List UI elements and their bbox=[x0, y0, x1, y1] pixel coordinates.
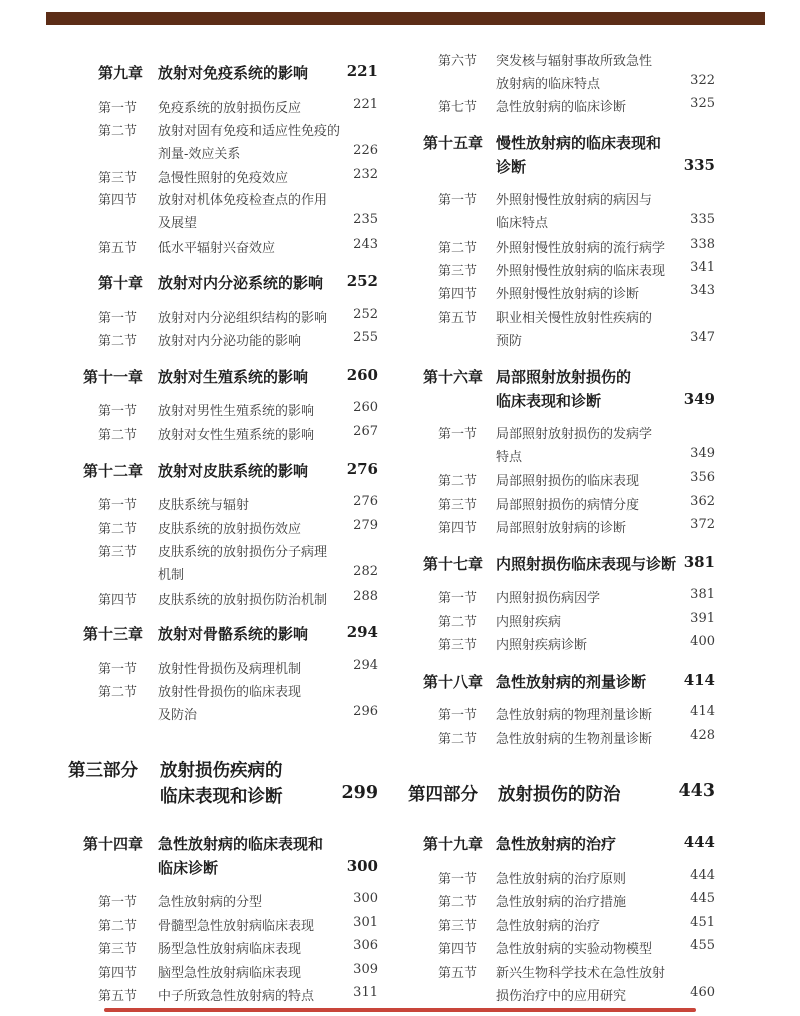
toc-section-label: 第三节 bbox=[98, 545, 138, 560]
toc-title-line: 急性放射病的临床表现和 bbox=[158, 835, 324, 853]
toc-page-number: 296 bbox=[353, 704, 378, 719]
toc-page-number: 372 bbox=[690, 517, 715, 532]
toc-page-number: 276 bbox=[346, 460, 378, 478]
toc-page-number: 325 bbox=[690, 96, 715, 111]
toc-page-number: 267 bbox=[353, 424, 378, 439]
toc-section-label: 第一节 bbox=[438, 872, 478, 887]
toc-page-number: 381 bbox=[683, 553, 715, 571]
toc-title-line: 机制 bbox=[158, 568, 185, 583]
toc-title-line: 放射对固有免疫和适应性免疫的 bbox=[158, 124, 341, 139]
toc-section-label: 第二节 bbox=[98, 428, 138, 443]
toc-title-line: 局部照射损伤的临床表现 bbox=[496, 474, 640, 489]
toc-title-line: 局部照射损伤的病情分度 bbox=[496, 498, 640, 513]
toc-page-number: 255 bbox=[353, 330, 378, 345]
toc-page-number: 341 bbox=[690, 260, 715, 275]
toc-title-line: 放射对生殖系统的影响 bbox=[158, 368, 309, 386]
toc-title-line: 放射病的临床特点 bbox=[496, 77, 601, 92]
toc-title-line: 局部照射放射病的诊断 bbox=[496, 521, 627, 536]
toc-section-label: 第二节 bbox=[438, 895, 478, 910]
toc-section-label: 第一节 bbox=[98, 895, 138, 910]
toc-page-number: 445 bbox=[690, 891, 715, 906]
toc-title-line: 及防治 bbox=[158, 708, 198, 723]
toc-page-number: 391 bbox=[690, 611, 715, 626]
toc-right-column bbox=[400, 0, 760, 1016]
toc-page-number: 221 bbox=[353, 97, 378, 112]
toc-page-number: 279 bbox=[353, 518, 378, 533]
toc-page-number: 428 bbox=[690, 728, 715, 743]
toc-title-line: 放射对皮肤系统的影响 bbox=[158, 462, 309, 480]
toc-section-label: 第三节 bbox=[438, 919, 478, 934]
toc-section-label: 第六节 bbox=[438, 54, 478, 69]
toc-title-line: 内照射疾病 bbox=[496, 615, 562, 630]
toc-section-label: 第二节 bbox=[438, 615, 478, 630]
toc-title-line: 特点 bbox=[496, 450, 523, 465]
toc-title-line: 内照射损伤临床表现与诊断 bbox=[496, 555, 677, 573]
toc-section-label: 第一节 bbox=[98, 311, 138, 326]
toc-section-label: 第五节 bbox=[438, 311, 478, 326]
toc-title-line: 免疫系统的放射损伤反应 bbox=[158, 101, 302, 116]
toc-section-label: 第二节 bbox=[98, 124, 138, 139]
toc-page-number: 243 bbox=[353, 237, 378, 252]
toc-page-number: 414 bbox=[690, 704, 715, 719]
toc-title-line: 低水平辐射兴奋效应 bbox=[158, 241, 276, 256]
toc-chapter-label: 第十八章 bbox=[423, 673, 484, 691]
toc-title-line: 职业相关慢性放射性疾病的 bbox=[496, 311, 653, 326]
toc-page-number: 343 bbox=[690, 283, 715, 298]
toc-section-label: 第二节 bbox=[98, 334, 138, 349]
toc-chapter-label: 第十七章 bbox=[423, 555, 484, 573]
toc-title-line: 新兴生物科学技术在急性放射 bbox=[496, 966, 666, 981]
toc-title-line: 急性放射病的临床诊断 bbox=[496, 100, 627, 115]
toc-title-line: 预防 bbox=[496, 334, 523, 349]
toc-page-number: 306 bbox=[353, 938, 378, 953]
toc-title-line: 皮肤系统的放射损伤分子病理 bbox=[158, 545, 328, 560]
toc-title-line: 剂量-效应关系 bbox=[158, 147, 241, 162]
toc-chapter-label: 第十四章 bbox=[83, 835, 144, 853]
toc-title-line: 骨髓型急性放射病临床表现 bbox=[158, 919, 315, 934]
toc-title-line: 放射对女性生殖系统的影响 bbox=[158, 428, 315, 443]
toc-section-label: 第二节 bbox=[98, 919, 138, 934]
toc-title-line: 放射对免疫系统的影响 bbox=[158, 64, 309, 82]
toc-page-number: 260 bbox=[346, 366, 378, 384]
toc-title-line: 放射损伤疾病的 bbox=[160, 761, 283, 781]
toc-section-label: 第一节 bbox=[98, 662, 138, 677]
toc-page-number: 311 bbox=[353, 985, 378, 1000]
toc-section-label: 第一节 bbox=[98, 498, 138, 513]
toc-section-label: 第一节 bbox=[438, 591, 478, 606]
toc-title-line: 临床表现和诊断 bbox=[160, 787, 283, 807]
toc-title-line: 急性放射病的剂量诊断 bbox=[496, 673, 647, 691]
toc-section-label: 第二节 bbox=[438, 474, 478, 489]
toc-section-label: 第三节 bbox=[98, 171, 138, 186]
toc-page-number: 252 bbox=[346, 272, 378, 290]
toc-section-label: 第五节 bbox=[98, 989, 138, 1004]
toc-page-number: 276 bbox=[353, 494, 378, 509]
toc-title-line: 外照射慢性放射病的临床表现 bbox=[496, 264, 666, 279]
toc-title-line: 及展望 bbox=[158, 216, 198, 231]
toc-section-label: 第七节 bbox=[438, 100, 478, 115]
toc-title-line: 放射对内分泌功能的影响 bbox=[158, 334, 302, 349]
toc-page-number: 221 bbox=[346, 62, 378, 80]
toc-title-line: 放射性骨损伤的临床表现 bbox=[158, 685, 302, 700]
toc-section-label: 第四节 bbox=[98, 593, 138, 608]
toc-section-label: 第五节 bbox=[98, 241, 138, 256]
toc-page-number: 347 bbox=[690, 330, 715, 345]
toc-title-line: 急慢性照射的免疫效应 bbox=[158, 171, 289, 186]
toc-title-line: 急性放射病的治疗 bbox=[496, 919, 601, 934]
toc-title-line: 皮肤系统的放射损伤效应 bbox=[158, 522, 302, 537]
toc-chapter-label: 第十二章 bbox=[83, 462, 144, 480]
toc-page-number: 400 bbox=[690, 634, 715, 649]
toc-chapter-label: 第十三章 bbox=[83, 625, 144, 643]
toc-section-label: 第二节 bbox=[98, 522, 138, 537]
toc-chapter-label: 第九章 bbox=[98, 64, 144, 82]
toc-chapter-label: 第十章 bbox=[98, 274, 144, 292]
toc-title-line: 临床特点 bbox=[496, 216, 549, 231]
toc-page-number: 294 bbox=[353, 658, 378, 673]
toc-title-line: 急性放射病的治疗措施 bbox=[496, 895, 627, 910]
toc-section-label: 第三节 bbox=[438, 264, 478, 279]
toc-title-line: 皮肤系统的放射损伤防治机制 bbox=[158, 593, 328, 608]
toc-part-label: 第三部分 bbox=[68, 761, 138, 781]
toc-title-line: 皮肤系统与辐射 bbox=[158, 498, 250, 513]
bottom-decorative-bar bbox=[104, 1008, 696, 1012]
toc-page-number: 235 bbox=[353, 212, 378, 227]
toc-title-line: 诊断 bbox=[496, 158, 527, 176]
toc-title-line: 急性放射病的分型 bbox=[158, 895, 263, 910]
toc-part-label: 第四部分 bbox=[408, 785, 478, 805]
toc-title-line: 内照射损伤病因学 bbox=[496, 591, 601, 606]
toc-title-line: 损伤治疗中的应用研究 bbox=[496, 989, 627, 1004]
toc-title-line: 内照射疾病诊断 bbox=[496, 638, 588, 653]
toc-section-label: 第一节 bbox=[98, 101, 138, 116]
toc-title-line: 外照射慢性放射病的病因与 bbox=[496, 193, 653, 208]
toc-page-number: 335 bbox=[683, 156, 715, 174]
toc-title-line: 肠型急性放射病临床表现 bbox=[158, 942, 302, 957]
toc-section-label: 第二节 bbox=[438, 732, 478, 747]
toc-section-label: 第一节 bbox=[438, 193, 478, 208]
toc-section-label: 第三节 bbox=[98, 942, 138, 957]
toc-section-label: 第一节 bbox=[438, 427, 478, 442]
toc-title-line: 放射损伤的防治 bbox=[498, 785, 621, 805]
toc-page-number: 309 bbox=[353, 962, 378, 977]
toc-title-line: 脑型急性放射病临床表现 bbox=[158, 966, 302, 981]
toc-page-number: 252 bbox=[353, 307, 378, 322]
toc-page-number: 299 bbox=[341, 783, 378, 803]
toc-title-line: 外照射慢性放射病的诊断 bbox=[496, 287, 640, 302]
toc-title-line: 临床诊断 bbox=[158, 859, 219, 877]
toc-title-line: 放射对内分泌组织结构的影响 bbox=[158, 311, 328, 326]
toc-title-line: 急性放射病的物理剂量诊断 bbox=[496, 708, 653, 723]
toc-page-number: 414 bbox=[683, 671, 715, 689]
toc-section-label: 第四节 bbox=[98, 193, 138, 208]
toc-section-label: 第五节 bbox=[438, 966, 478, 981]
toc-title-line: 急性放射病的实验动物模型 bbox=[496, 942, 653, 957]
toc-title-line: 突发核与辐射事故所致急性 bbox=[496, 54, 653, 69]
toc-section-label: 第一节 bbox=[98, 404, 138, 419]
toc-title-line: 临床表现和诊断 bbox=[496, 392, 602, 410]
toc-section-label: 第四节 bbox=[98, 966, 138, 981]
toc-title-line: 外照射慢性放射病的流行病学 bbox=[496, 241, 666, 256]
toc-page-number: 294 bbox=[346, 623, 378, 641]
toc-section-label: 第三节 bbox=[438, 498, 478, 513]
toc-title-line: 急性放射病的治疗 bbox=[496, 835, 617, 853]
toc-page-number: 356 bbox=[690, 470, 715, 485]
toc-page-number: 338 bbox=[690, 237, 715, 252]
toc-page-number: 232 bbox=[353, 167, 378, 182]
toc-section-label: 第四节 bbox=[438, 287, 478, 302]
toc-title-line: 中子所致急性放射病的特点 bbox=[158, 989, 315, 1004]
toc-page-number: 226 bbox=[353, 143, 378, 158]
toc-title-line: 放射对内分泌系统的影响 bbox=[158, 274, 324, 292]
toc-page-number: 455 bbox=[690, 938, 715, 953]
toc-title-line: 急性放射病的生物剂量诊断 bbox=[496, 732, 653, 747]
toc-page-number: 362 bbox=[690, 494, 715, 509]
toc-chapter-label: 第十六章 bbox=[423, 368, 484, 386]
toc-page-number: 460 bbox=[690, 985, 715, 1000]
toc-chapter-label: 第十一章 bbox=[83, 368, 144, 386]
toc-title-line: 急性放射病的治疗原则 bbox=[496, 872, 627, 887]
toc-section-label: 第四节 bbox=[438, 942, 478, 957]
toc-page-number: 260 bbox=[353, 400, 378, 415]
toc-section-label: 第三节 bbox=[438, 638, 478, 653]
toc-page-number: 301 bbox=[353, 915, 378, 930]
toc-title-line: 放射对骨骼系统的影响 bbox=[158, 625, 309, 643]
toc-page-number: 349 bbox=[690, 446, 715, 461]
toc-page-number: 288 bbox=[353, 589, 378, 604]
toc-section-label: 第一节 bbox=[438, 708, 478, 723]
toc-page-number: 444 bbox=[683, 833, 715, 851]
toc-section-label: 第二节 bbox=[98, 685, 138, 700]
toc-page-number: 451 bbox=[690, 915, 715, 930]
toc-title-line: 放射对机体免疫检查点的作用 bbox=[158, 193, 328, 208]
toc-page-number: 335 bbox=[690, 212, 715, 227]
toc-page-number: 349 bbox=[683, 390, 715, 408]
toc-page-number: 322 bbox=[690, 73, 715, 88]
toc-title-line: 局部照射放射损伤的发病学 bbox=[496, 427, 653, 442]
toc-page-number: 443 bbox=[678, 781, 715, 801]
toc-title-line: 放射对男性生殖系统的影响 bbox=[158, 404, 315, 419]
toc-page-number: 381 bbox=[690, 587, 715, 602]
toc-left-column bbox=[0, 0, 378, 1016]
toc-section-label: 第二节 bbox=[438, 241, 478, 256]
toc-page-number: 300 bbox=[353, 891, 378, 906]
toc-chapter-label: 第十九章 bbox=[423, 835, 484, 853]
toc-page-number: 300 bbox=[346, 857, 378, 875]
toc-section-label: 第四节 bbox=[438, 521, 478, 536]
toc-chapter-label: 第十五章 bbox=[423, 134, 484, 152]
toc-page-number: 282 bbox=[353, 564, 378, 579]
toc-page-number: 444 bbox=[690, 868, 715, 883]
toc-title-line: 局部照射放射损伤的 bbox=[496, 368, 632, 386]
toc-title-line: 放射性骨损伤及病理机制 bbox=[158, 662, 302, 677]
toc-title-line: 慢性放射病的临床表现和 bbox=[496, 134, 662, 152]
